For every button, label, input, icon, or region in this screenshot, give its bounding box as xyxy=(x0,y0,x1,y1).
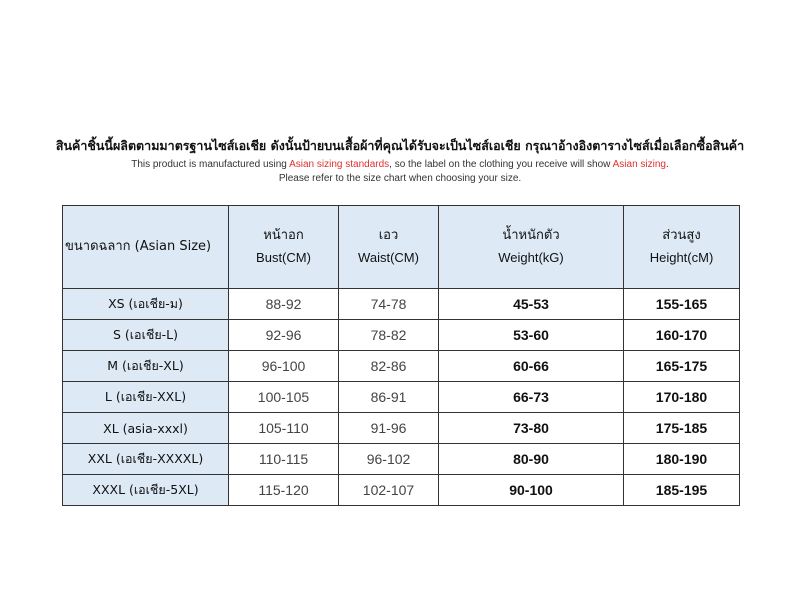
table-row xyxy=(63,475,740,506)
cell-bust: 115-120 xyxy=(229,475,339,506)
header-label-size-text: ขนาดฉลาก (Asian Size) xyxy=(65,239,212,254)
cell-size: L (เอเชีย-XXL) xyxy=(63,382,229,413)
notice-text-part-2: , so the label on the clothing you receive will show xyxy=(389,159,613,170)
english-notice-line-1 xyxy=(0,159,800,170)
cell-waist: 91-96 xyxy=(339,413,439,444)
cell-height: 185-195 xyxy=(624,475,740,506)
cell-waist: 86-91 xyxy=(339,382,439,413)
notice-text-part-3: . xyxy=(665,159,669,170)
english-notice-line-2: Please refer to the size chart when choosing your size. xyxy=(278,173,522,184)
header-height-thai: ส่วนสูง xyxy=(662,228,701,243)
size-chart-table xyxy=(62,205,740,506)
cell-height: 160-170 xyxy=(624,320,740,351)
notice-highlight-asian-sizing: Asian sizing xyxy=(612,159,666,170)
cell-size: XL (asia-xxxl) xyxy=(63,413,229,444)
cell-size: S (เอเชีย-L) xyxy=(63,320,229,351)
header-weight-en: Weight(kG) xyxy=(498,250,564,265)
cell-bust: 88-92 xyxy=(229,289,339,320)
notice-highlight-asian-sizing-standards: Asian sizing standards xyxy=(289,159,390,170)
cell-weight: 53-60 xyxy=(439,320,624,351)
header-label-size xyxy=(63,206,229,289)
cell-bust: 100-105 xyxy=(229,382,339,413)
table-row xyxy=(63,382,740,413)
cell-weight: 73-80 xyxy=(439,413,624,444)
cell-waist: 82-86 xyxy=(339,351,439,382)
cell-weight: 45-53 xyxy=(439,289,624,320)
cell-waist: 74-78 xyxy=(339,289,439,320)
cell-height: 165-175 xyxy=(624,351,740,382)
cell-bust: 92-96 xyxy=(229,320,339,351)
header-bust-thai: หน้าอก xyxy=(263,228,304,243)
cell-height: 155-165 xyxy=(624,289,740,320)
cell-size: M (เอเชีย-XL) xyxy=(63,351,229,382)
cell-waist: 96-102 xyxy=(339,444,439,475)
header-height-en: Height(cM) xyxy=(649,250,714,265)
thai-notice-text: สินค้าชิ้นนี้ผลิตตามมาตรฐานไซส์เอเชีย ดังนั้นป้ายบนเสื้อผ้าที่คุณได้รับจะเป็นไซส์เอเชีย กรุณาอ้างอิงตารางไซส์เมื่อเลือกซื้อสินค้า xyxy=(55,138,745,153)
cell-size: XS (เอเชีย-ม) xyxy=(63,289,229,320)
cell-weight: 80-90 xyxy=(439,444,624,475)
header-waist-thai: เอว xyxy=(378,228,399,243)
header-waist xyxy=(339,206,439,289)
cell-bust: 96-100 xyxy=(229,351,339,382)
table-row xyxy=(63,289,740,320)
header-bust-en: Bust(CM) xyxy=(256,250,311,265)
cell-waist: 102-107 xyxy=(339,475,439,506)
cell-height: 180-190 xyxy=(624,444,740,475)
cell-bust: 110-115 xyxy=(229,444,339,475)
cell-height: 175-185 xyxy=(624,413,740,444)
table-row xyxy=(63,351,740,382)
cell-weight: 66-73 xyxy=(439,382,624,413)
header-waist-en: Waist(CM) xyxy=(358,250,419,265)
header-height xyxy=(624,206,740,289)
cell-waist: 78-82 xyxy=(339,320,439,351)
table-row xyxy=(63,444,740,475)
header-weight xyxy=(439,206,624,289)
cell-height: 170-180 xyxy=(624,382,740,413)
table-row xyxy=(63,320,740,351)
notice-text-part-1: This product is manufactured using xyxy=(131,159,290,170)
header-weight-thai: น้ำหนักตัว xyxy=(502,228,560,243)
cell-size: XXL (เอเชีย-XXXXL) xyxy=(63,444,229,475)
table-header-row xyxy=(63,206,740,289)
header-bust xyxy=(229,206,339,289)
table-row xyxy=(63,413,740,444)
cell-bust: 105-110 xyxy=(229,413,339,444)
cell-weight: 60-66 xyxy=(439,351,624,382)
cell-weight: 90-100 xyxy=(439,475,624,506)
cell-size: XXXL (เอเชีย-5XL) xyxy=(63,475,229,506)
